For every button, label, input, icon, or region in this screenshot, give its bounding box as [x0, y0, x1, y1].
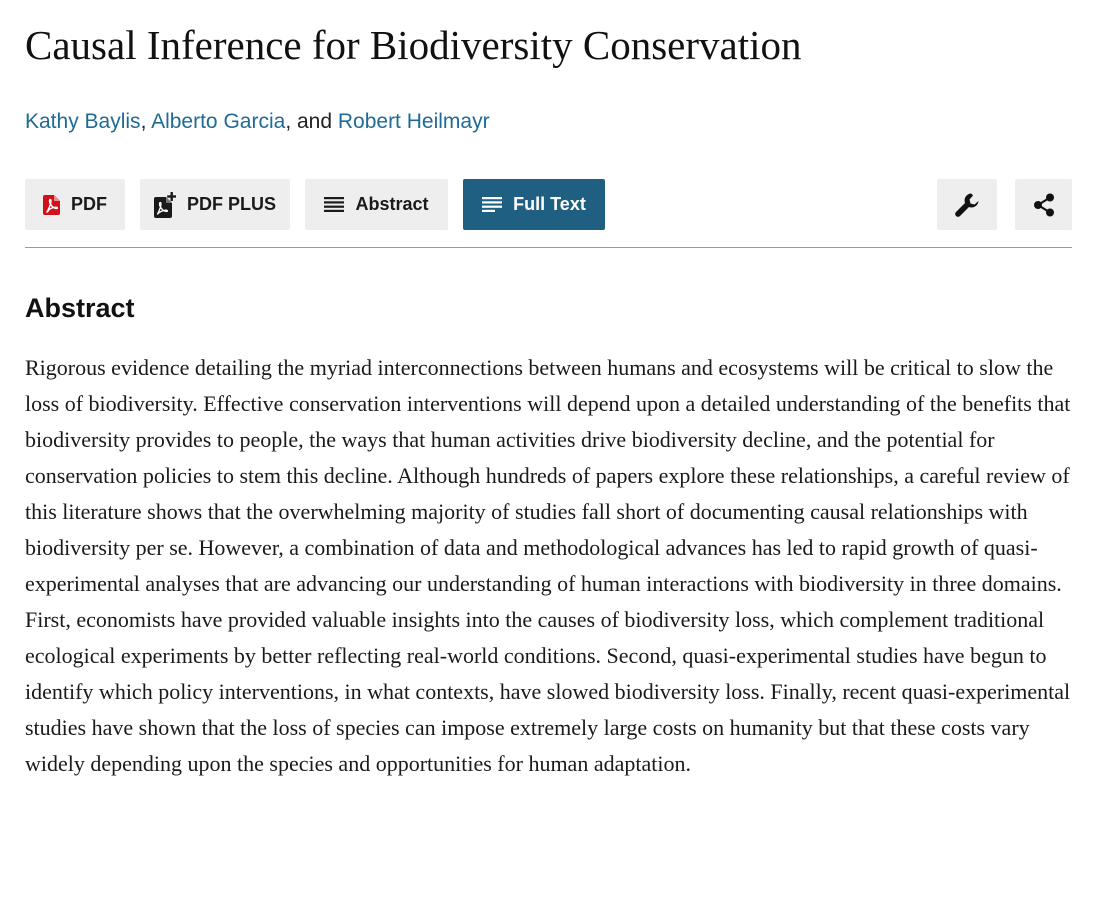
author-link-baylis[interactable]: Kathy Baylis [25, 110, 141, 133]
toolbar-divider [25, 247, 1072, 248]
pdf-plus-button[interactable] [140, 179, 290, 230]
article-toolbar [25, 179, 1072, 230]
author-link-garcia[interactable]: Alberto Garcia [151, 110, 286, 133]
abstract-text: Rigorous evidence detailing the myriad interconnections between humans and ecosystems will be critical to slow the loss of biodiversity. Effective conservation interventions will depend upon a detailed understanding of the benefits that biodiversity provides to people, the ways that human activities drive biodiversity decline, and the potential for conservation policies to stem this decline. Although hundreds of papers explore these relationships, a careful review of this literature shows that the overwhelming majority of studies fall short of documenting causal relationships with biodiversity per se. However, a combination of data and methodological advances has led to rapid growth of quasi-experimental analyses that are advancing our understanding of human interactions with biodiversity in three domains. First, economists have provided valuable insights into the causes of biodiversity loss, which complement traditional ecological experiments by better reflecting real-world conditions. Second, quasi-experimental studies have begun to identify which policy interventions, in what contexts, have slowed biodiversity loss. Finally, recent quasi-experimental studies have shown that the loss of species can impose extremely large costs on humanity but that these costs vary widely depending upon the species and opportunities for human adaptation. [25, 355, 1071, 776]
share-button[interactable] [1015, 179, 1072, 230]
wrench-icon [954, 192, 980, 218]
pdf-icon [43, 195, 60, 215]
pdf-button-label: PDF [71, 194, 107, 214]
share-icon [1033, 193, 1055, 217]
abstract-button[interactable] [305, 179, 448, 230]
tools-button[interactable] [937, 179, 997, 230]
abstract-heading: Abstract [25, 293, 135, 323]
full-text-button-label: Full Text [513, 194, 586, 214]
author-separator: , [140, 110, 152, 133]
author-list [25, 108, 490, 136]
pdf-plus-icon [154, 192, 176, 218]
lines-icon [482, 197, 502, 212]
pdf-button[interactable] [25, 179, 125, 230]
article-title: Causal Inference for Biodiversity Conservation [25, 22, 802, 68]
author-separator: , and [285, 110, 338, 133]
pdf-plus-button-label: PDF PLUS [186, 194, 276, 214]
full-text-button[interactable] [463, 179, 605, 230]
lines-icon [324, 197, 344, 212]
author-link-heilmayr[interactable]: Robert Heilmayr [337, 110, 490, 133]
abstract-button-label: Abstract [355, 194, 429, 214]
